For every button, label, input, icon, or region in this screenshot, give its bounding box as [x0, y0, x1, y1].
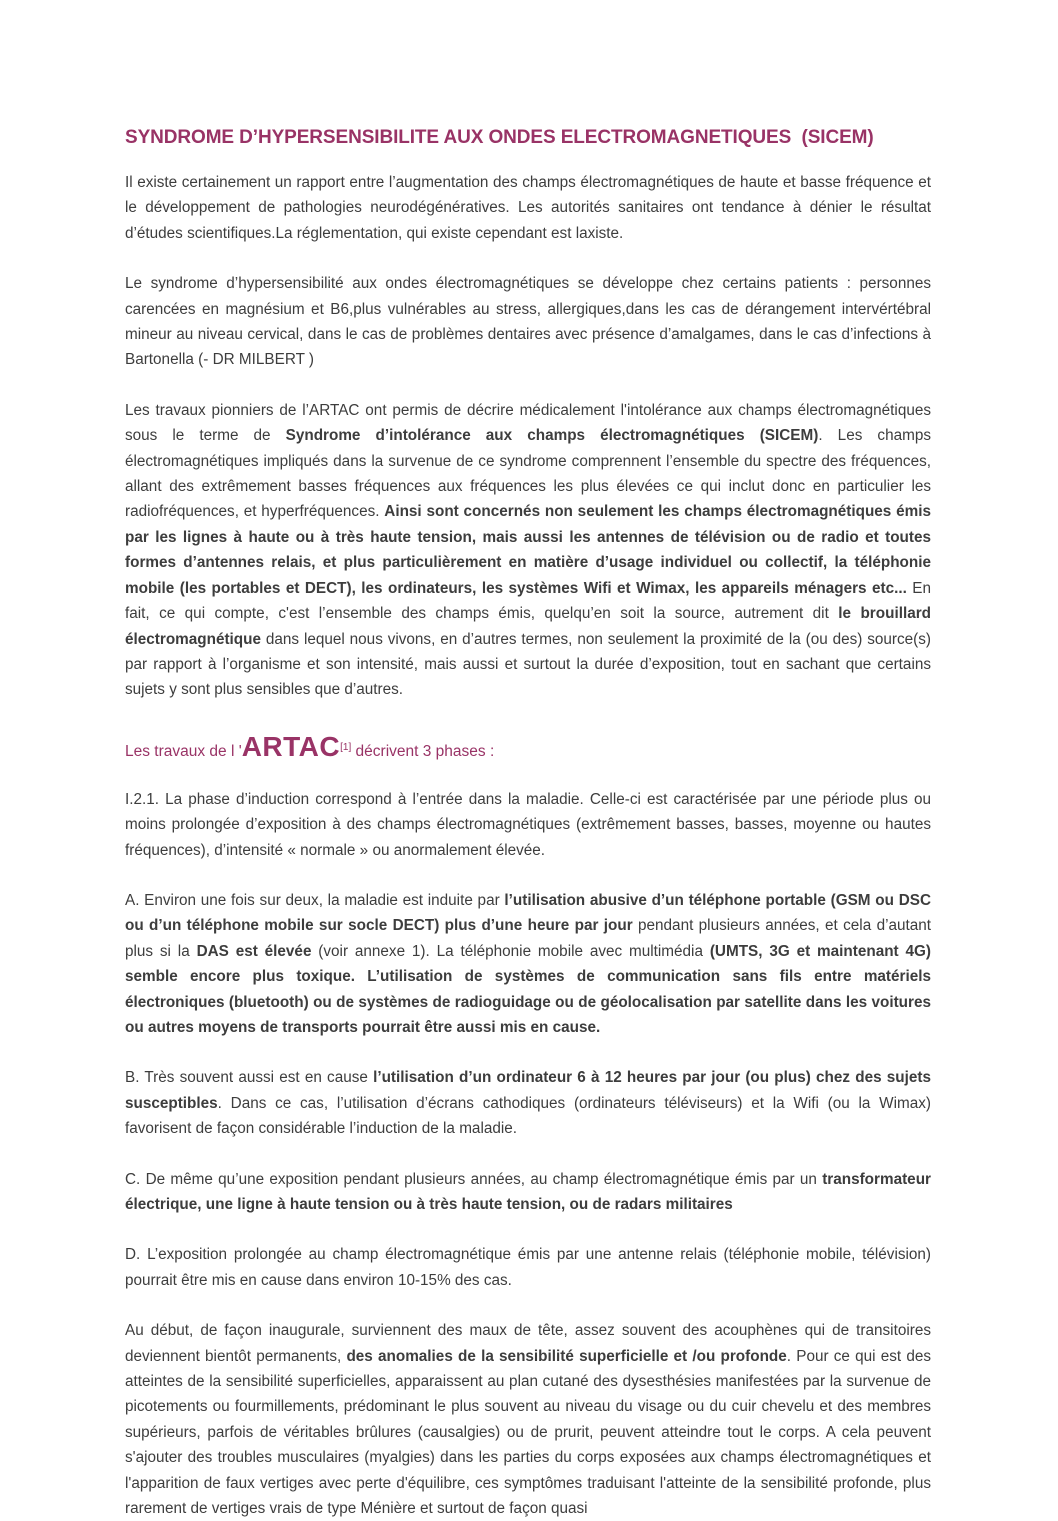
- footnote-ref: [1]: [340, 741, 352, 753]
- paragraph-9: [125, 1242, 931, 1293]
- heading-prefix: Les travaux de l ': [125, 742, 242, 760]
- text-run: Ainsi sont concernés non seulement les champs électromagnétiques émis par les lignes à haute ou à très haute tension, mais aussi les antennes de télévision ou de radio et toutes formes d’antennes relais, et plus particulièrement en matière d’usage individuel ou collectif, la téléphonie mobile (les portables et DECT), les ordinateurs, les systèmes Wifi et Wimax, les appareils ménagers etc...: [125, 503, 931, 597]
- text-run: A. Environ une fois sur deux, la maladie est induite par: [125, 891, 505, 909]
- text-run: (voir annexe 1). La téléphonie mobile avec multimédia: [311, 942, 710, 960]
- paragraph-6: [125, 888, 931, 1040]
- document-body: [125, 170, 931, 1521]
- text-run: le brouillard électromagnétique: [125, 605, 931, 648]
- text-run: . Les champs électromagnétiques impliqués dans la survenue de ce syndrome comprennent l’ensemble du spectre des fréquences, allant des extrêmement basses fréquences aux fréquences les plus élevées ce qui inclut donc en particulier les radiofréquences, et hyperfréquences.: [125, 427, 931, 521]
- text-run: C. De même qu’une exposition pendant plusieurs années, au champ électromagnétique émis par un: [125, 1170, 823, 1188]
- text-run: . Pour ce qui est des atteintes de la sensibilité superficielles, apparaissent au plan cutané des dysesthésies manifestées par la survenue de picotements ou fourmillements, prédominant le plus souvent au niveau du visage ou du cuir chevelu et des membres supérieurs, parfois de véritables brûlures (causalgies) ou de prurit, peuvent atteindre tout le corps. A cela peuvent s'ajouter des troubles musculaires (myalgies) dans les parties du corps exposées aux champs électromagnétiques et l'apparition de faux vertiges avec perte d'équilibre, ces symptômes traduisant l'atteinte de la sensibilité profonde, plus rarement de vertiges vrais de type Ménière et surtout de façon quasi: [125, 1347, 932, 1518]
- text-run: . Dans ce cas, l’utilisation d’écrans cathodiques (ordinateurs téléviseurs) et la Wifi (ou la Wimax) favorisent de façon considérable l’induction de la maladie.: [125, 1094, 931, 1138]
- text-run: DAS est élevée: [196, 942, 312, 960]
- text-run: Les travaux pionniers de l’ARTAC ont permis de décrire médicalement l'intolérance aux champs électromagnétiques sous le terme de: [125, 401, 931, 445]
- page-title: SYNDROME D’HYPERSENSIBILITE AUX ONDES ELECTROMAGNETIQUES (SICEM): [125, 127, 874, 148]
- text-run: I.2.1. La phase d’induction correspond à l’entrée dans la maladie. Celle-ci est caractérisée par une période plus ou moins prolongée d’exposition à des champs électromagnétiques (extrêmement basses, basses, moyenne ou hautes fréquences), d’intensité « normale » ou anormalement élevée.: [125, 790, 931, 859]
- text-run: En fait, ce qui compte, c'est l’ensemble des champs émis, quelqu’en soit la source, autrement dit: [125, 579, 931, 623]
- text-run: pendant plusieurs années, et cela d’autant plus si la: [125, 917, 932, 960]
- paragraph-2: [125, 271, 931, 373]
- paragraph-5: [125, 787, 931, 863]
- text-run: Le syndrome d’hypersensibilité aux ondes électromagnétiques se développe chez certains patients : personnes carencées en magnésium et B6,plus vulnérables au stress, allergiques,dans les cas de dérangement intervértébral mineur au niveau cervical, dans le cas de problèmes dentaires avec présence d’amalgames, dans le cas d’infections à Bartonella (- DR MILBERT ): [125, 275, 931, 369]
- paragraph-10: [125, 1318, 931, 1521]
- text-run: Syndrome d’intolérance aux champs électromagnétiques (SICEM): [285, 427, 819, 445]
- text-run: Au début, de façon inaugurale, surviennent des maux de tête, assez souvent des acouphènes qui de transitoires deviennent bientôt permanents,: [125, 1322, 931, 1365]
- heading-suffix: décrivent 3 phases :: [351, 742, 495, 760]
- section-heading-artac: [125, 728, 931, 771]
- text-run: dans lequel nous vivons, en d’autres termes, non seulement la proximité de la (ou des) source(s) par rapport à l’organisme et son intensité, mais aussi et surtout la durée d’exposition, tout en sachant que certains sujets y sont plus sensibles que d’autres.: [125, 630, 931, 699]
- paragraph-7: [125, 1065, 931, 1141]
- paragraph-8: [125, 1167, 931, 1218]
- text-run: Il existe certainement un rapport entre l’augmentation des champs électromagnétiques de haute et basse fréquence et le développement de pathologies neurodégénératives. Les autorités sanitaires ont tendance à dénier le résultat d’études scientifiques.La réglementation, qui existe cependant est laxiste.: [125, 174, 931, 242]
- text-run: l’utilisation abusive d’un téléphone portable (GSM ou DSC ou d’un téléphone mobile sur socle DECT) plus d’une heure par jour: [125, 891, 931, 935]
- paragraph-3: [125, 398, 931, 703]
- text-run: (UMTS, 3G et maintenant 4G) semble encore plus toxique. L’utilisation de systèmes de communication sans fils entre matériels électroniques (bluetooth) ou de systèmes de radioguidage ou de géolocalisation par satellite dans les voitures ou autres moyens de transports pourrait être aussi mis en cause.: [125, 942, 931, 1036]
- text-run: des anomalies de la sensibilité superficielle et /ou profonde: [346, 1347, 787, 1365]
- text-run: B. Très souvent aussi est en cause: [125, 1069, 374, 1087]
- paragraph-1: [125, 170, 931, 246]
- text-run: D. L’exposition prolongée au champ électromagnétique émis par une antenne relais (téléphonie mobile, télévision) pourrait être mis en cause dans environ 10-15% des cas.: [125, 1246, 931, 1289]
- text-run: l’utilisation d’un ordinateur 6 à 12 heures par jour (ou plus) chez des sujets susceptibles: [125, 1069, 931, 1112]
- text-run: transformateur électrique, une ligne à haute tension ou à très haute tension, ou de radars militaires: [125, 1170, 931, 1213]
- artac-label: ARTAC: [241, 730, 341, 762]
